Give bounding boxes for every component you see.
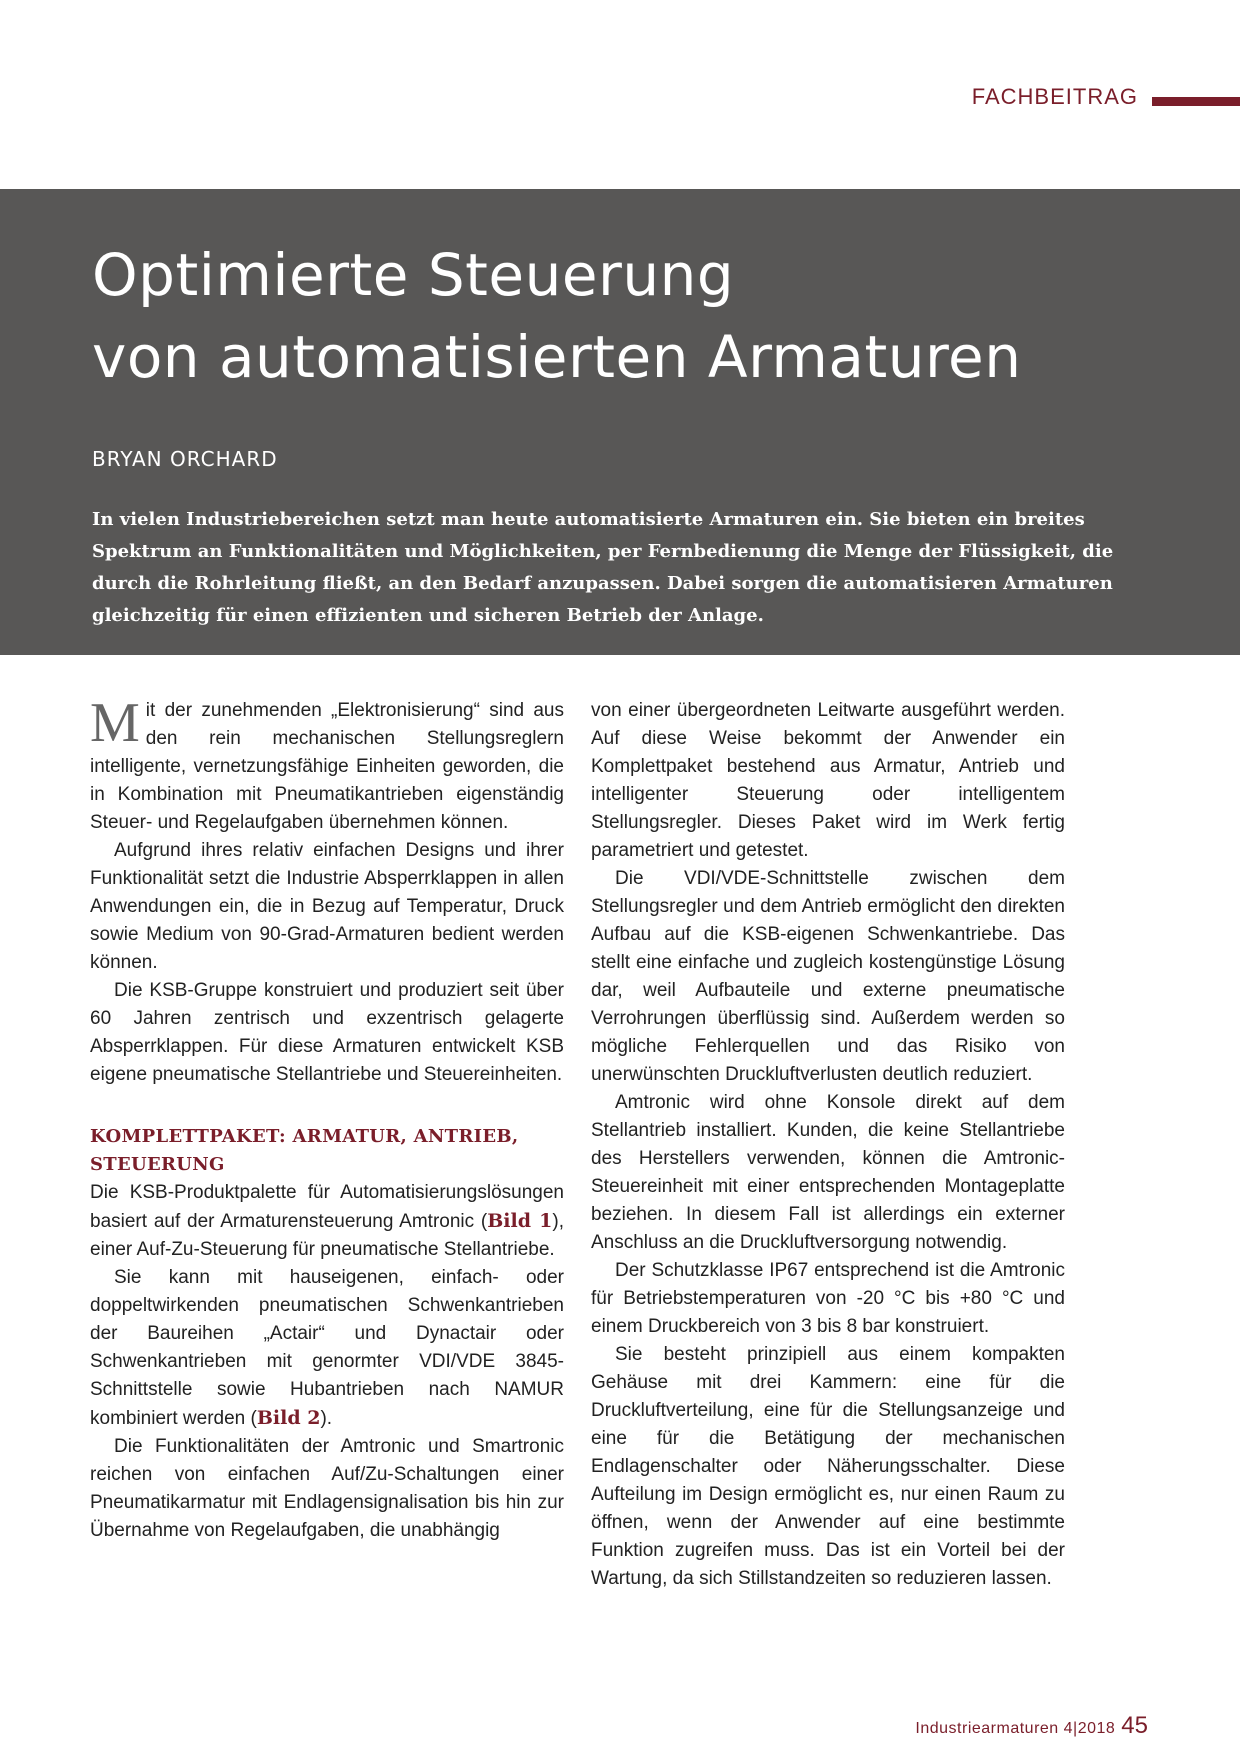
paragraph [90, 692, 564, 837]
figure-reference-bild-2[interactable]: Bild 2 [256, 1407, 321, 1429]
paragraph: Die Funktionalitäten der Amtronic und Smartronic reichen von einfachen Auf/Zu-Schaltungen einer Pneumatikarmatur mit Endlagensignalisation bis hin zur Übernahme von Regelaufgaben, die unabhängig [90, 1436, 564, 1541]
paragraph [90, 1264, 564, 1433]
body-column-left [90, 692, 564, 1545]
figure-reference-bild-1[interactable]: Bild 1 [487, 1210, 553, 1232]
page-number: 45 [1121, 1712, 1148, 1739]
dropcap: M [90, 692, 140, 754]
hero-banner [0, 189, 1240, 655]
paragraph-text: ). [320, 1408, 333, 1429]
paragraph: von einer übergeordneten Leitwarte ausgeführt werden. Auf diese Weise bekommt der Anwender ein Komplettpaket bestehend aus Armatur, Antrieb und intelligenter Steuerung oder intelligentem Stellungsregler. Dieses Paket wird im Werk fertig parametriert und getestet. [591, 700, 1065, 861]
section-heading: KOMPLETTPAKET: ARMATUR, ANTRIEB, STEUERUNG [90, 1126, 519, 1175]
paragraph: Amtronic wird ohne Konsole direkt auf dem Stellantrieb installiert. Kunden, die keine Stellantriebe des Herstellers verwenden, können die Amtronic-Steuereinheit mit einer entsprechenden Montageplatte beziehen. In diesem Fall ist allerdings ein externer Anschluss an die Druckluftversorgung notwendig. [591, 1092, 1065, 1253]
paragraph [90, 1179, 564, 1264]
paragraph-text: it der zunehmenden „Elektronisierung“ sind aus den rein mechanischen Stellungsreglern intelligente, vernetzungsfähige Einheiten geworden, die in Kombination mit Pneumatikantrieben eigenständig Steuer- und Regelaufgaben übernehmen können. [90, 700, 564, 833]
section-accent-bar [1152, 97, 1240, 106]
article-author: BRYAN ORCHARD [92, 447, 278, 471]
paragraph: Aufgrund ihres relativ einfachen Designs und ihrer Funktionalität setzt die Industrie Absperrklappen in allen Anwendungen ein, die in Bezug auf Temperatur, Druck sowie Medium von 90-Grad-Armaturen bedient werden können. [90, 840, 564, 973]
article-title-line-2: von automatisierten Armaturen [92, 323, 1022, 391]
section-label: FACHBEITRAG [971, 84, 1138, 109]
article-lead: In vielen Industriebereichen setzt man heute automatisierte Armaturen ein. Sie bieten ein breites Spektrum an Funktionalitäten und Möglichkeiten, per Fernbedienung die Menge der Flüssigkeit, die durch die Rohrleitung fließt, an den Bedarf anzupassen. Dabei sorgen die automatisieren Armaturen gleichzeitig für einen effizienten und sicheren Betrieb der Anlage. [92, 509, 1114, 626]
page-footer [915, 1712, 1148, 1740]
article-title-line-1: Optimierte Steuerung [92, 241, 735, 309]
paragraph-text: Sie kann mit hauseigenen, einfach- oder doppeltwirkenden pneumatischen Schwenkantrieben der Baureihen „Actair“ und Dynactair oder Schwenkantrieben mit genormter VDI/VDE 3845-Schnittstelle sowie Hubantrieben nach NAMUR kombiniert werden ( [90, 1267, 564, 1429]
body-column-right [591, 697, 1065, 1593]
paragraph: Die VDI/VDE-Schnittstelle zwischen dem Stellungsregler und dem Antrieb ermöglicht den direkten Aufbau auf die KSB-eigenen Schwenkantriebe. Das stellt eine einfache und zugleich kostengünstige Lösung dar, weil Aufbauteile und externe pneumatische Verrohrungen überflüssig sind. Außerdem werden so mögliche Fehlerquellen und das Risiko von unerwünschten Druckluftverlusten deutlich reduziert. [591, 868, 1065, 1085]
paragraph: Sie besteht prinzipiell aus einem kompakten Gehäuse mit drei Kammern: eine für die Druckluftverteilung, eine für die Stellungsanzeige und eine für die Betätigung der mechanischen Endlagenschalter oder Näherungsschalter. Diese Aufteilung im Design ermöglicht es, nur einen Raum zu öffnen, wenn der Anwender auf eine bestimmte Funktion zugreifen muss. Das ist ein Vorteil bei der Wartung, da sich Stillstandzeiten so reduzieren lassen. [591, 1344, 1065, 1589]
article-title [92, 234, 1021, 398]
paragraph: Die KSB-Gruppe konstruiert und produziert seit über 60 Jahren zentrisch und exzentrisch gelagerte Absperrklappen. Für diese Armaturen entwickelt KSB eigene pneumatische Stellantriebe und Steuereinheiten. [90, 980, 564, 1085]
magazine-issue: Industriearmaturen 4|2018 [915, 1720, 1116, 1737]
paragraph-text: ), einer Auf-Zu-Steuerung für pneumatische Stellantriebe. [90, 1211, 564, 1260]
paragraph: Der Schutzklasse IP67 entsprechend ist die Amtronic für Betriebstemperaturen von -20 °C bis +80 °C und einem Druckbereich von 3 bis 8 bar konstruiert. [591, 1260, 1065, 1337]
paragraph-text: Die KSB-Produktpalette für Automatisierungslösungen basiert auf der Armaturensteuerung Amtronic ( [90, 1182, 564, 1232]
